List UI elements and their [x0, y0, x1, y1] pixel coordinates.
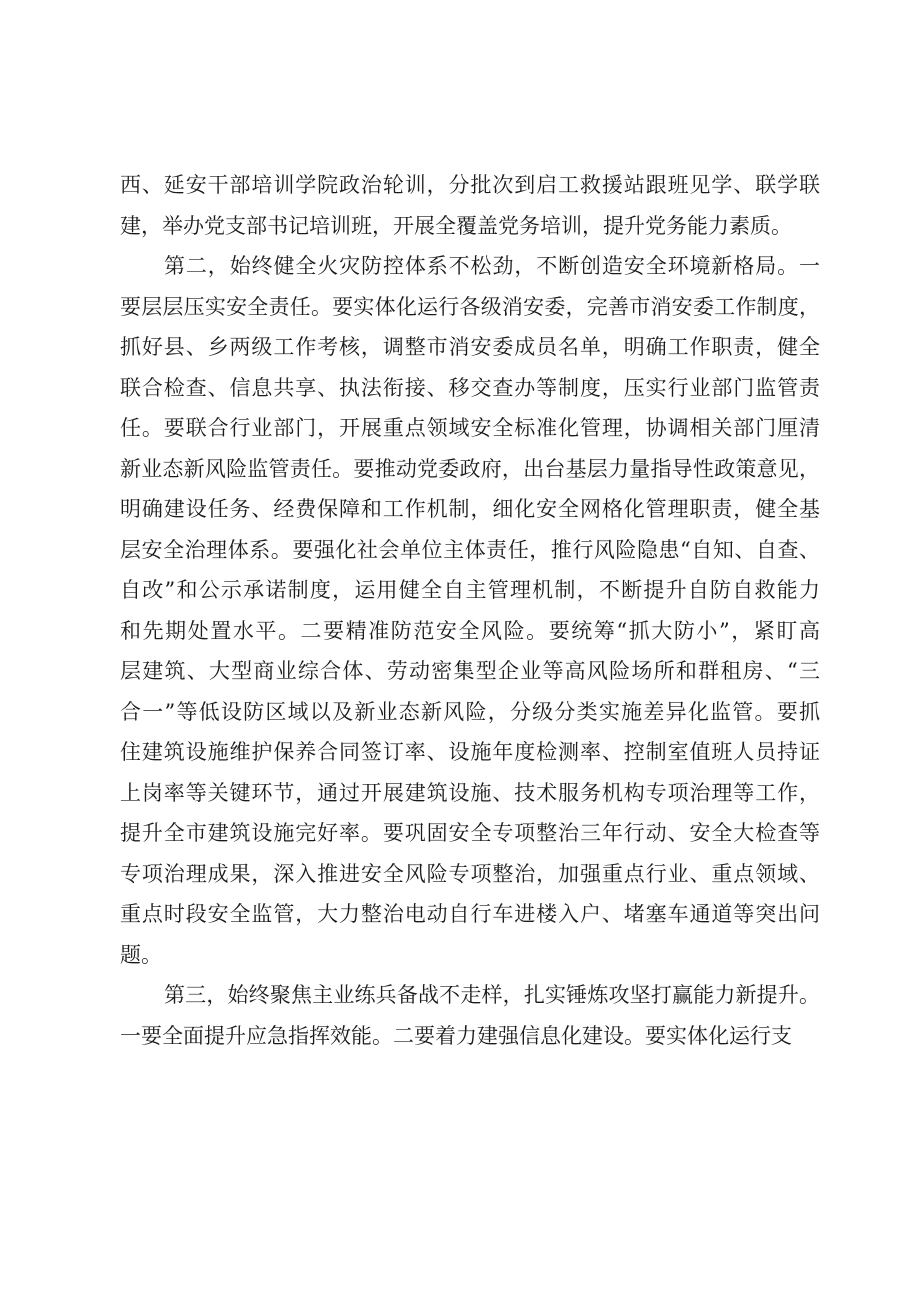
text-line: 住建筑设施维护保养合同签订率、设施年度检测率、控制室值班人员持证	[120, 740, 820, 764]
text-line: 合一”等低设防区域以及新业态新风险，分级分类实施差异化监管。要抓	[120, 699, 820, 724]
text-line: 提升全市建筑设施完好率。要巩固安全专项整治三年行动、安全大检查等	[120, 821, 820, 845]
text-line: 和先期处置水平。二要精准防范安全风险。要统筹“抓大防小”，紧盯高	[120, 618, 820, 643]
paragraph	[120, 165, 820, 246]
text-line: 自改”和公示承诺制度，运用健全自主管理机制，不断提升自防自救能力	[120, 578, 820, 602]
text-line: 新业态新风险监管责任。要推动党委政府，出台基层力量指导性政策意见，	[120, 456, 820, 481]
text-line: 层安全治理体系。要强化社会单位主体责任，推行风险隐患“自知、自查、	[120, 537, 820, 562]
text-line: 层建筑、大型商业综合体、劳动密集型企业等高风险场所和群租房、“三	[120, 659, 820, 683]
text-line: 上岗率等关键环节，通过开展建筑设施、技术服务机构专项治理等工作，	[120, 780, 820, 805]
paragraph	[120, 246, 820, 975]
text-line: 一要全面提升应急指挥效能。二要着力建强信息化建设。要实体化运行支	[120, 1023, 792, 1048]
text-line: 专项治理成果，深入推进安全风险专项整治，加强重点行业、重点领域、	[120, 861, 820, 886]
text-line: 抓好县、乡两级工作考核，调整市消安委成员名单，明确工作职责，健全	[120, 335, 820, 359]
text-line: 任。要联合行业部门，开展重点领域安全标准化管理，协调相关部门厘清	[120, 416, 820, 440]
text-line: 建，举办党支部书记培训班，开展全覆盖党务培训，提升党务能力素质。	[120, 213, 792, 238]
text-line: 西、延安干部培训学院政治轮训，分批次到启工救援站跟班见学、联学联	[120, 173, 820, 197]
text-line: 题。	[120, 942, 162, 967]
paragraph	[120, 975, 820, 1056]
text-line: 第三，始终聚焦主业练兵备战不走样，扎实锤炼攻坚打赢能力新提升。	[164, 983, 820, 1007]
text-line: 联合检查、信息共享、执法衔接、移交查办等制度，压实行业部门监管责	[120, 375, 820, 400]
document-body	[120, 165, 820, 1056]
text-line: 要层层压实安全责任。要实体化运行各级消安委，完善市消安委工作制度，	[120, 294, 820, 319]
text-line: 明确建设任务、经费保障和工作机制，细化安全网格化管理职责，健全基	[120, 497, 820, 521]
text-line: 重点时段安全监管，大力整治电动自行车进楼入户、堵塞车通道等突出问	[120, 902, 820, 926]
text-line: 第二，始终健全火灾防控体系不松劲，不断创造安全环境新格局。一	[164, 254, 820, 278]
